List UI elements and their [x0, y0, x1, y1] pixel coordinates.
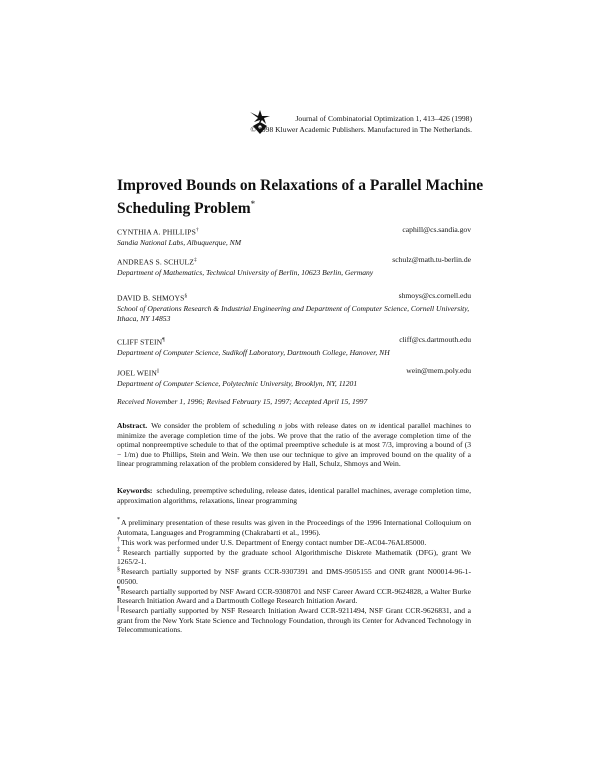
- author-email: cliff@cs.dartmouth.edu: [399, 335, 471, 344]
- footnote: §Research partially supported by NSF grants CCR-9307391 and DMS-9505155 and ONR grant N00014-96-1-00500.: [117, 566, 471, 586]
- keywords-label: Keywords:: [117, 486, 153, 495]
- author-email: schulz@math.tu-berlin.de: [392, 255, 471, 264]
- copyright-line: © 1998 Kluwer Academic Publishers. Manufactured in The Netherlands.: [250, 125, 472, 134]
- author-block: [117, 225, 471, 248]
- author-email: caphill@cs.sandia.gov: [402, 225, 471, 234]
- author-block: [117, 291, 471, 324]
- author-name: JOEL WEIN||: [117, 368, 160, 378]
- author-email: wein@mem.poly.edu: [406, 366, 471, 375]
- abstract-label: Abstract.: [117, 421, 148, 430]
- author-affiliation: Department of Mathematics, Technical University of Berlin, 10623 Berlin, Germany: [117, 267, 374, 277]
- author-name: CLIFF STEIN¶: [117, 337, 165, 347]
- author-block: [117, 255, 471, 278]
- bound-expression: (3 − 1/m): [117, 440, 471, 459]
- author-block: [117, 335, 471, 358]
- footnote: ¶Research partially supported by NSF Award CCR-9308701 and NSF Career Award CCR-9624828, a Walter Burke Research Initiation Award and a Dartmouth College Research Initiation Award.: [117, 586, 471, 606]
- footnote: †This work was performed under U.S. Department of Energy contact number DE-AC04-76AL85000.: [117, 537, 427, 547]
- keywords-text: scheduling, preemptive scheduling, release dates, identical parallel machines, average completion time, approximation algorithms, relaxations, linear programming: [117, 486, 471, 505]
- submission-dates: Received November 1, 1996; Revised February 15, 1997; Accepted April 15, 1997: [117, 397, 368, 406]
- author-name: CYNTHIA A. PHILLIPS†: [117, 227, 199, 237]
- footnote: *A preliminary presentation of these results was given in the Proceedings of the 1996 International Colloquium on Automata, Languages and Programming (Chakrabarti et al., 1996).: [117, 517, 471, 537]
- paper-title-text: Improved Bounds on Relaxations of a Parallel Machine Scheduling Problem: [117, 177, 484, 218]
- paper-title: [117, 177, 497, 218]
- fraction-seven-thirds: 7/3: [382, 440, 392, 450]
- title-footnote-mark: *: [250, 199, 256, 209]
- author-email: shmoys@cs.cornell.edu: [398, 291, 471, 300]
- keywords: [117, 486, 471, 505]
- footnotes: [117, 518, 471, 635]
- author-affiliation: Department of Computer Science, Sudikoff Laboratory, Dartmouth College, Hanover, NH: [117, 347, 390, 357]
- author-affiliation: Sandia National Labs, Albuquerque, NM: [117, 237, 242, 247]
- author-block: [117, 366, 471, 389]
- author-name: ANDREAS S. SCHULZ‡: [117, 257, 197, 267]
- abstract: Abstract. We consider the problem of scheduling n jobs with release dates on m identical parallel machines to minimize the average completion time of the jobs. We prove that the ratio of the average completion time of the optimal nonpreemptive schedule to that of the optimal preemptive schedule is at most 7/3, improving a bound of (3 − 1/m) due to Phillips, Stein and Wein. We then use our technique to give an improved bound on the quality of a linear programming relaxation of the problem considered by Hall, Schulz, Shmoys and Wein.: [117, 421, 472, 469]
- author-affiliation: Department of Computer Science, Polytechnic University, Brooklyn, NY, 11201: [117, 378, 358, 388]
- author-affiliation: School of Operations Research & Industrial Engineering and Department of Computer Science, Cornell University, Ithaca, NY 14853: [117, 303, 470, 323]
- journal-citation: Journal of Combinatorial Optimization 1, 413–426 (1998): [295, 114, 472, 123]
- journal-header: [250, 113, 472, 135]
- author-name: DAVID B. SHMOYS§: [117, 293, 188, 303]
- footnote: ||Research partially supported by NSF Research Initiation Award CCR-9211494, NSF Grant CCR-9626831, and a grant from the New York State Science and Technology Foundation, through its Center for Advanced Technology in Telecommunications.: [117, 605, 471, 635]
- footnote: ‡Research partially supported by the graduate school Algorithmische Diskrete Mathematik (DFG), grant We 1265/2-1.: [117, 547, 472, 567]
